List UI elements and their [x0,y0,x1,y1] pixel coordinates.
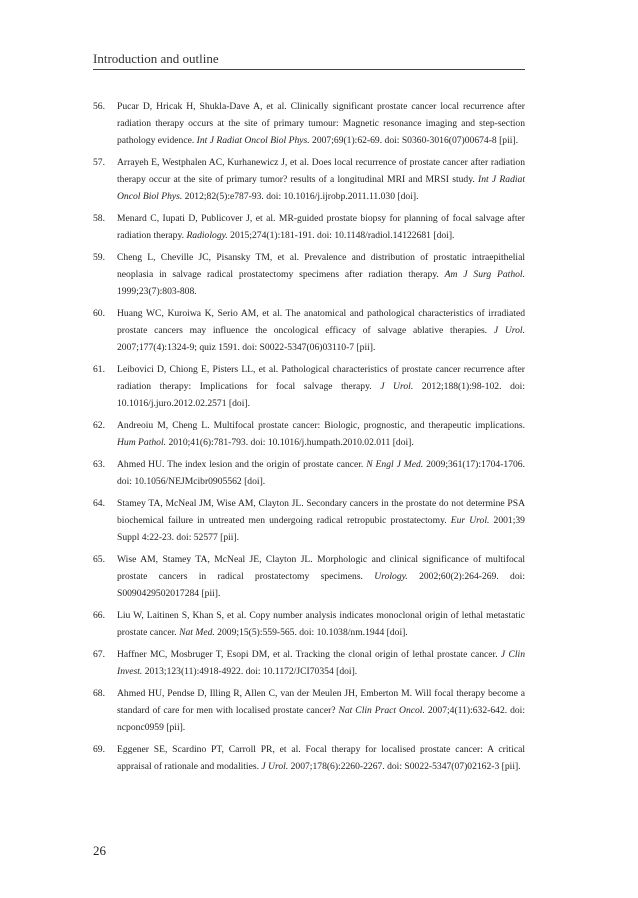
reference-item [93,154,525,205]
reference-journal: J Urol. [380,381,414,392]
reference-journal: Nat Clin Pract Oncol. [338,705,425,716]
reference-journal: Radiology. [186,230,228,241]
reference-details: 2013;123(11):4918-4922. doi: 10.1172/JCI70354 [doi]. [142,666,358,677]
reference-journal: Nat Med. [179,627,215,638]
reference-item [93,646,525,680]
header-rule [93,69,525,70]
reference-details: 2012;188(1):98-102. doi: 10.1016/j.juro.2012.02.2571 [doi]. [117,381,525,409]
reference-details: 1999;23(7):803-808. [117,286,197,297]
reference-journal: Eur Urol. [450,515,490,526]
reference-item [93,249,525,300]
reference-item [93,685,525,736]
reference-number: 60. [93,308,105,319]
reference-number: 64. [93,498,105,509]
reference-text: Pucar D, Hricak H, Shukla-Dave A, et al. Clinically significant prostate cancer local recurrence after radiation therapy occurs at the site of primary tumour: Magnetic resonance imaging and step-section pathology evidence. [117,101,525,146]
reference-list [93,98,525,780]
reference-text: Haffner MC, Mosbruger T, Esopi DM, et al. Tracking the clonal origin of lethal prostate cancer. [117,649,501,660]
reference-details: 2007;177(4):1324-9; quiz 1591. doi: S0022-5347(06)03110-7 [pii]. [117,342,376,353]
reference-journal: J Urol. [261,761,289,772]
reference-item [93,417,525,451]
reference-journal: Int J Radiat Oncol Biol Phys. [117,174,526,202]
reference-text: Liu W, Laitinen S, Khan S, et al. Copy number analysis indicates monoclonal origin of lethal metastatic prostate cancer. [117,610,525,638]
reference-journal: J Clin Invest. [117,649,526,677]
reference-text: Ahmed HU, Pendse D, Illing R, Allen C, van der Meulen JH, Emberton M. Will focal therapy become a standard of care for men with localised prostate cancer? [117,688,525,716]
reference-details: 2007;178(6):2260-2267. doi: S0022-5347(07)02162-3 [pii]. [288,761,521,772]
reference-item [93,551,525,602]
reference-text: Cheng L, Cheville JC, Pisansky TM, et al. Prevalence and distribution of prostatic intraepithelial neoplasia in salvage radical prostatectomy specimens after radiation therapy. [117,252,525,280]
reference-item [93,456,525,490]
reference-number: 66. [93,610,105,621]
reference-journal: Int J Radiat Oncol Biol Phys. [196,135,310,146]
reference-details: 2010;41(6):781-793. doi: 10.1016/j.humpath.2010.02.011 [doi]. [166,437,414,448]
reference-item [93,607,525,641]
reference-number: 69. [93,744,105,755]
reference-journal: Am J Surg Pathol. [444,269,525,280]
page-number: 26 [93,843,106,858]
reference-number: 58. [93,213,105,224]
reference-text: Ahmed HU. The index lesion and the origin of prostate cancer. [117,459,367,470]
reference-details: 2002;60(2):264-269. doi: S0090429502017284 [pii]. [117,571,525,599]
reference-number: 57. [93,157,105,168]
reference-journal: Hum Pathol. [117,437,167,448]
reference-text: Menard C, Iupati D, Publicover J, et al. MR-guided prostate biopsy for planning of focal salvage after radiation therapy. [117,213,525,241]
reference-text: Huang WC, Kuroiwa K, Serio AM, et al. The anatomical and pathological characteristics of irradiated prostate cancers may influence the oncological efficacy of salvage ablative therapies. [117,308,525,336]
reference-details: 2007;4(11):632-642. doi: ncponc0959 [pii]. [117,705,526,733]
reference-text: Stamey TA, McNeal JM, Wise AM, Clayton JL. Secondary cancers in the prostate do not determine PSA biochemical failure in untreated men undergoing radical retropubic prostatectomy. [117,498,525,526]
reference-number: 63. [93,459,105,470]
reference-text: Wise AM, Stamey TA, McNeal JE, Clayton JL. Morphologic and clinical significance of multifocal prostate cancers in radical prostatectomy specimens. [117,554,525,582]
reference-journal: J Urol. [493,325,525,336]
reference-number: 61. [93,364,105,375]
reference-item [93,305,525,356]
reference-journal: Urology. [374,571,408,582]
reference-number: 62. [93,420,105,431]
reference-item [93,741,525,775]
reference-details: 2012;82(5):e787-93. doi: 10.1016/j.ijrobp.2011.11.030 [doi]. [182,191,419,202]
reference-item [93,210,525,244]
reference-text: Eggener SE, Scardino PT, Carroll PR, et al. Focal therapy for localised prostate cancer: A critical appraisal of rationale and modalities. [117,744,525,772]
reference-number: 56. [93,101,105,112]
reference-details: 2009;361(17):1704-1706. doi: 10.1056/NEJMcibr0905562 [doi]. [117,459,525,487]
running-head-title: Introduction and outline [93,51,219,66]
reference-details: 2009;15(5):559-565. doi: 10.1038/nm.1944 [doi]. [214,627,408,638]
reference-number: 68. [93,688,105,699]
reference-text: Arrayeh E, Westphalen AC, Kurhanewicz J, et al. Does local recurrence of prostate cancer after radiation therapy occur at the site of primary tumor? results of a longitudinal MRI and MRSI study. [117,157,525,185]
reference-details: 2001;39 Suppl 4:22-23. doi: 52577 [pii]. [117,515,525,543]
reference-number: 59. [93,252,105,263]
reference-journal: N Engl J Med. [366,459,424,470]
reference-item [93,98,525,149]
reference-text: Leibovici D, Chiong E, Pisters LL, et al. Pathological characteristics of prostate cancer recurrence after radiation therapy: Implications for focal salvage therapy. [117,364,525,392]
reference-text: Andreoiu M, Cheng L. Multifocal prostate cancer: Biologic, prognostic, and therapeutic implications. [117,420,525,431]
reference-item [93,361,525,412]
reference-item [93,495,525,546]
reference-details: 2007;69(1):62-69. doi: S0360-3016(07)00674-8 [pii]. [309,135,519,146]
reference-details: 2015;274(1):181-191. doi: 10.1148/radiol.14122681 [doi]. [227,230,455,241]
reference-number: 67. [93,649,105,660]
reference-number: 65. [93,554,105,565]
